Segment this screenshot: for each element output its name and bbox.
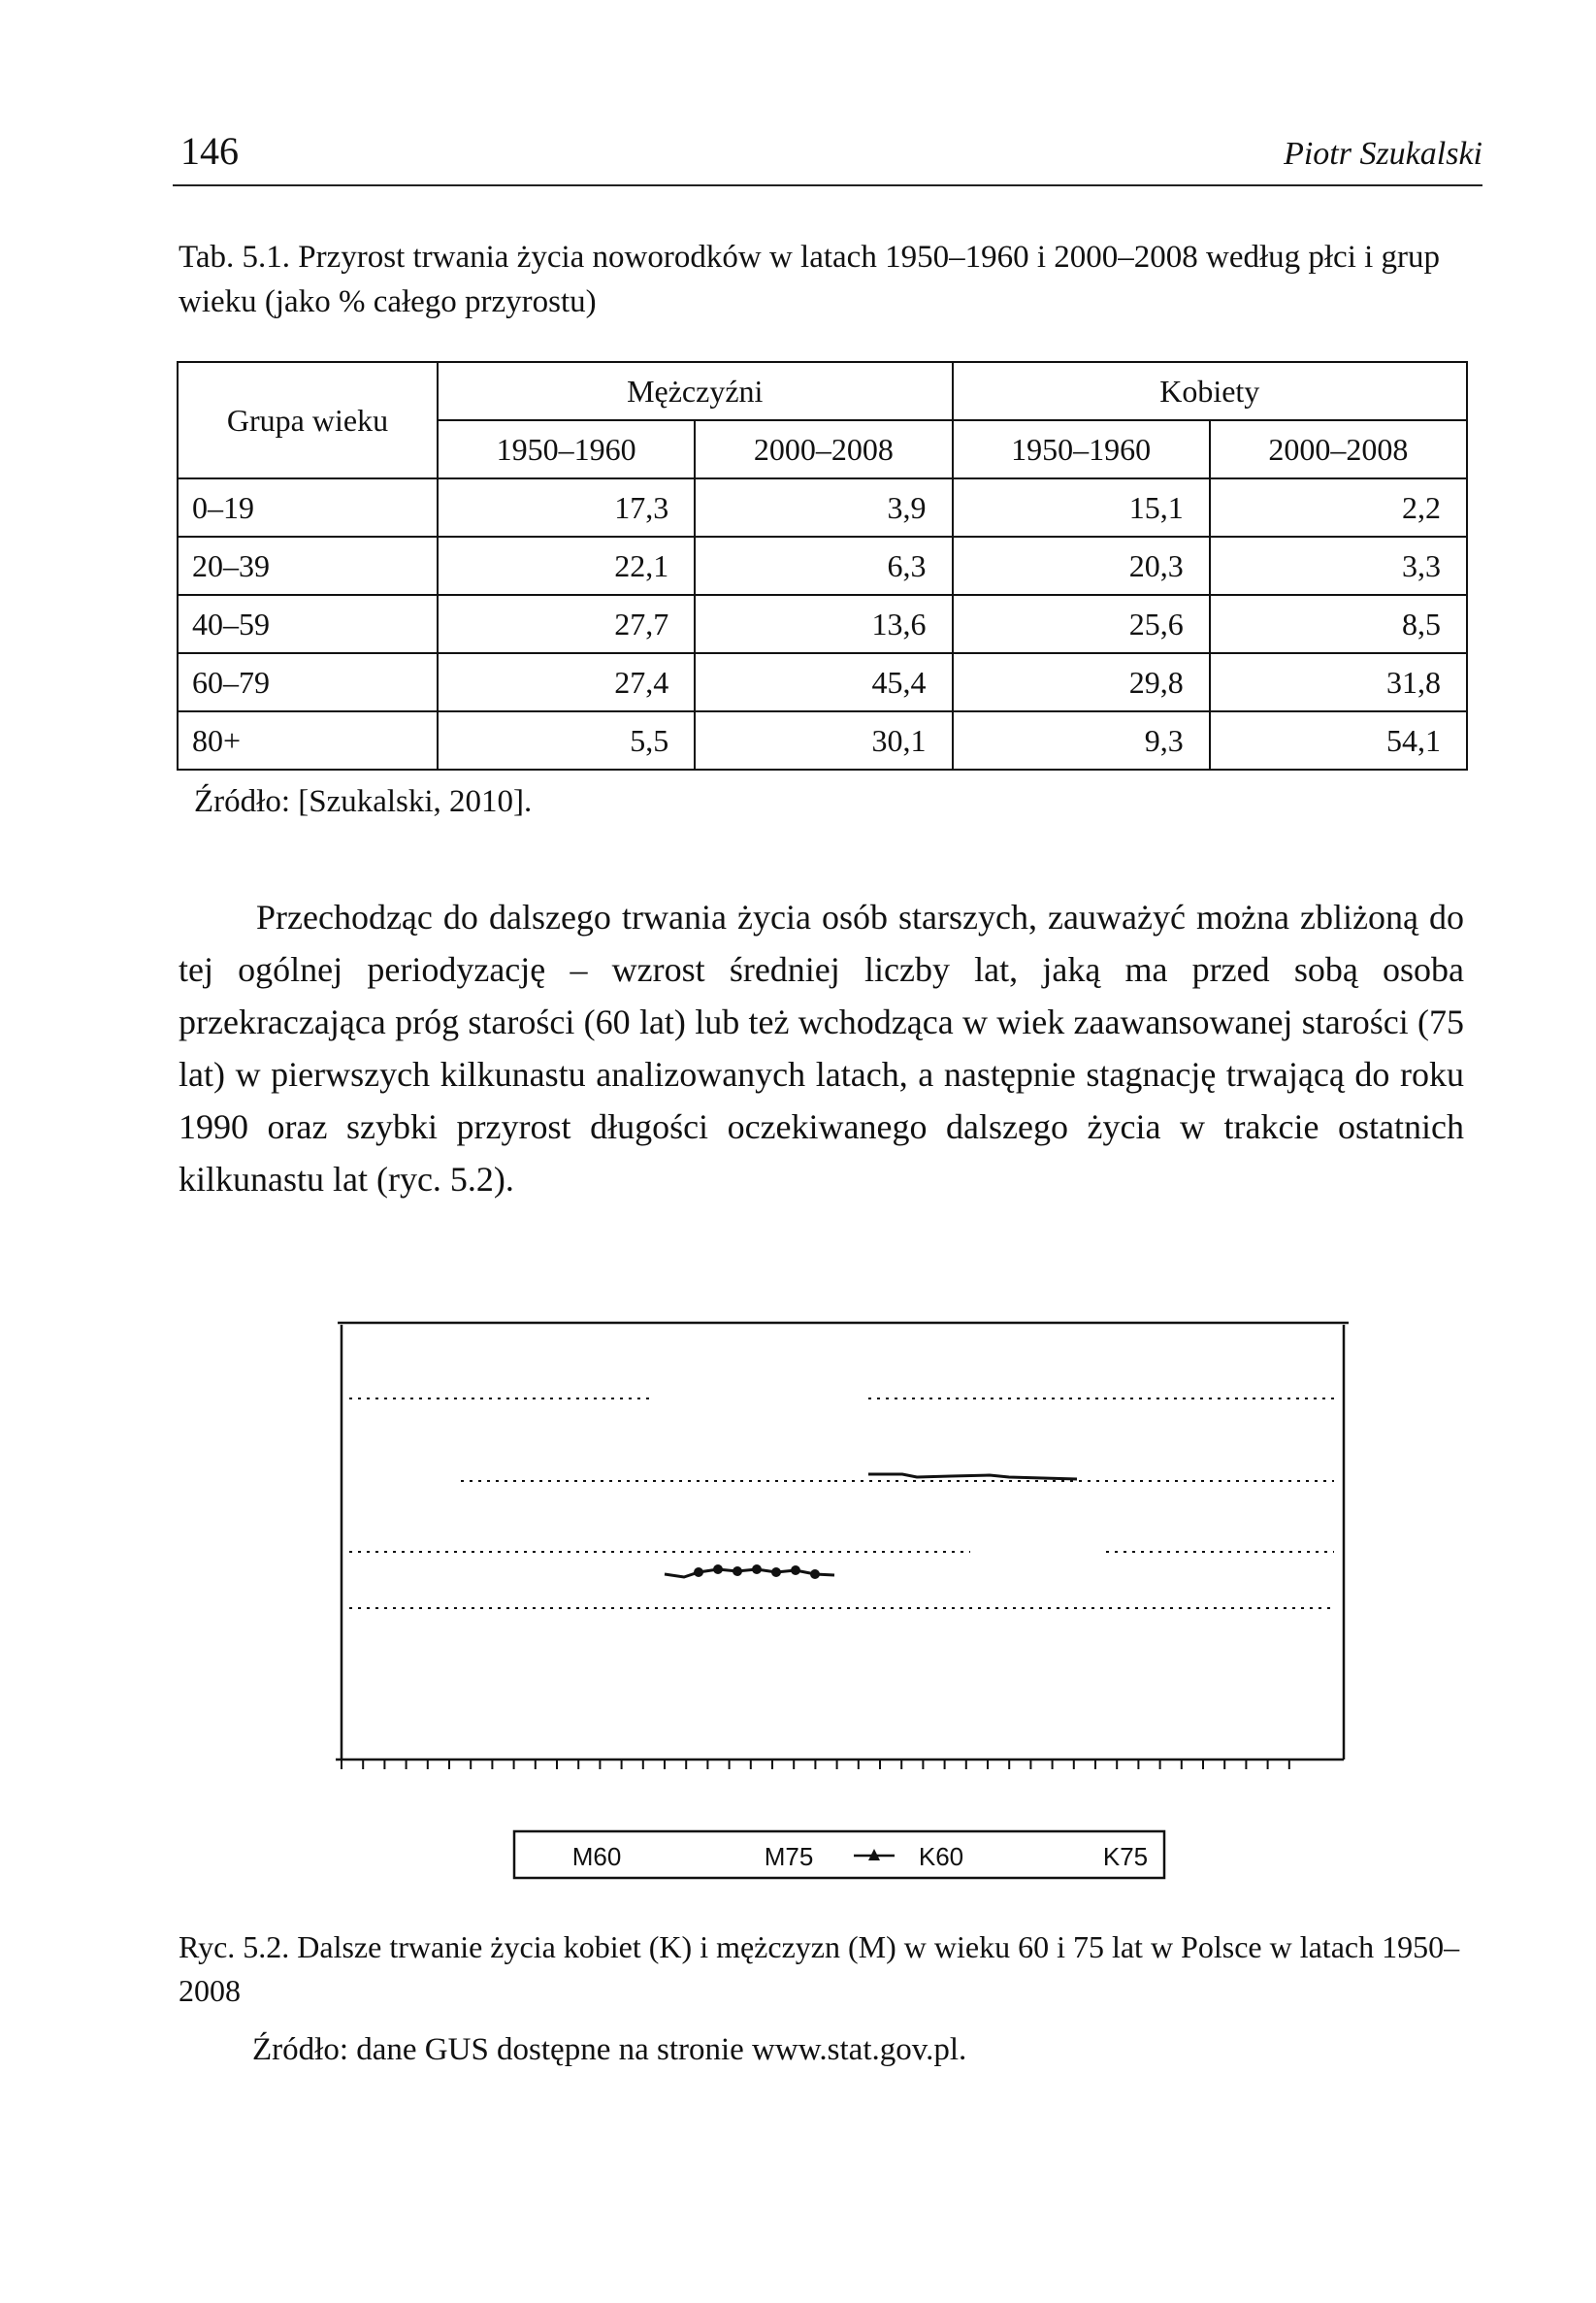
gridlines [349,1398,1334,1608]
men-header: Mężczyźni [438,362,953,420]
value-cell: 27,7 [438,595,695,653]
figure-source: Źródło: dane GUS dostępne na stronie www.stat.gov.pl. [252,2032,967,2067]
series-line-segment [868,1474,1077,1479]
value-cell: 31,8 [1210,653,1467,711]
page-number: 146 [180,129,239,173]
period-header: 1950–1960 [438,420,695,478]
data-table [177,361,1468,771]
value-cell: 15,1 [953,478,1210,537]
legend-label-m60: M60 [571,1842,622,1871]
group-cell: 60–79 [178,653,438,711]
value-cell: 2,2 [1210,478,1467,537]
table-row [178,478,1467,537]
value-cell: 45,4 [695,653,952,711]
value-cell: 8,5 [1210,595,1467,653]
table-row [178,595,1467,653]
line-chart [330,1315,1358,1897]
series-point [694,1567,703,1577]
series-point [713,1564,723,1574]
value-cell: 20,3 [953,537,1210,595]
period-header: 2000–2008 [1210,420,1467,478]
series-point [791,1565,800,1575]
series-point [733,1566,742,1576]
value-cell: 3,9 [695,478,952,537]
legend-label-m75: M75 [764,1842,814,1871]
value-cell: 3,3 [1210,537,1467,595]
value-cell: 30,1 [695,711,952,770]
group-header: Grupa wieku [178,362,438,478]
value-cell: 17,3 [438,478,695,537]
series-point [771,1567,781,1577]
value-cell: 13,6 [695,595,952,653]
series-point [810,1569,820,1579]
legend-label-k75: K75 [1102,1842,1149,1871]
value-cell: 27,4 [438,653,695,711]
table-source: Źródło: [Szukalski, 2010]. [194,784,533,819]
value-cell: 5,5 [438,711,695,770]
value-cell: 25,6 [953,595,1210,653]
body-paragraph: Przechodząc do dalszego trwania życia osób starszych, zauważyć można zbliżoną do tej ogólnej periodyzację – wzrost średniej liczby lat, jaką ma przed sobą osoba przekraczająca próg starości (60 lat) lub też wchodząca w wiek zaawansowanej starości (75 lat) w pierwszych kilkunastu analizowanych latach, a następnie stagnację trwającą do roku 1990 oraz szybki przyrost długości oczekiwanego dalszego życia w trakcie ostatnich kilkunastu lat (ryc. 5.2). [179,898,1464,1199]
legend [514,1831,1164,1878]
figure-caption: Ryc. 5.2. Dalsze trwanie życia kobiet (K) i mężczyzn (M) w wieku 60 i 75 lat w Polsce w latach 1950–2008 [179,1929,1460,2008]
table-caption: Tab. 5.1. Przyrost trwania życia noworodków w latach 1950–1960 i 2000–2008 według płci i grup wieku (jako % całego przyrostu) [179,240,1441,319]
group-cell: 0–19 [178,478,438,537]
group-cell: 80+ [178,711,438,770]
value-cell: 6,3 [695,537,952,595]
period-header: 1950–1960 [953,420,1210,478]
women-header: Kobiety [953,362,1468,420]
value-cell: 54,1 [1210,711,1467,770]
group-cell: 20–39 [178,537,438,595]
page-header [173,124,1482,186]
table-row [178,711,1467,770]
table-row [178,537,1467,595]
period-header: 2000–2008 [695,420,952,478]
legend-label-k60: K60 [918,1842,964,1871]
table-header-row [178,362,1467,420]
x-axis-ticks [342,1760,1289,1769]
value-cell: 9,3 [953,711,1210,770]
series-line-segment [665,1569,834,1577]
group-cell: 40–59 [178,595,438,653]
series-marks [665,1474,1077,1579]
value-cell: 22,1 [438,537,695,595]
value-cell: 29,8 [953,653,1210,711]
series-point [752,1564,762,1574]
running-author: Piotr Szukalski [1284,136,1482,172]
table-row [178,653,1467,711]
